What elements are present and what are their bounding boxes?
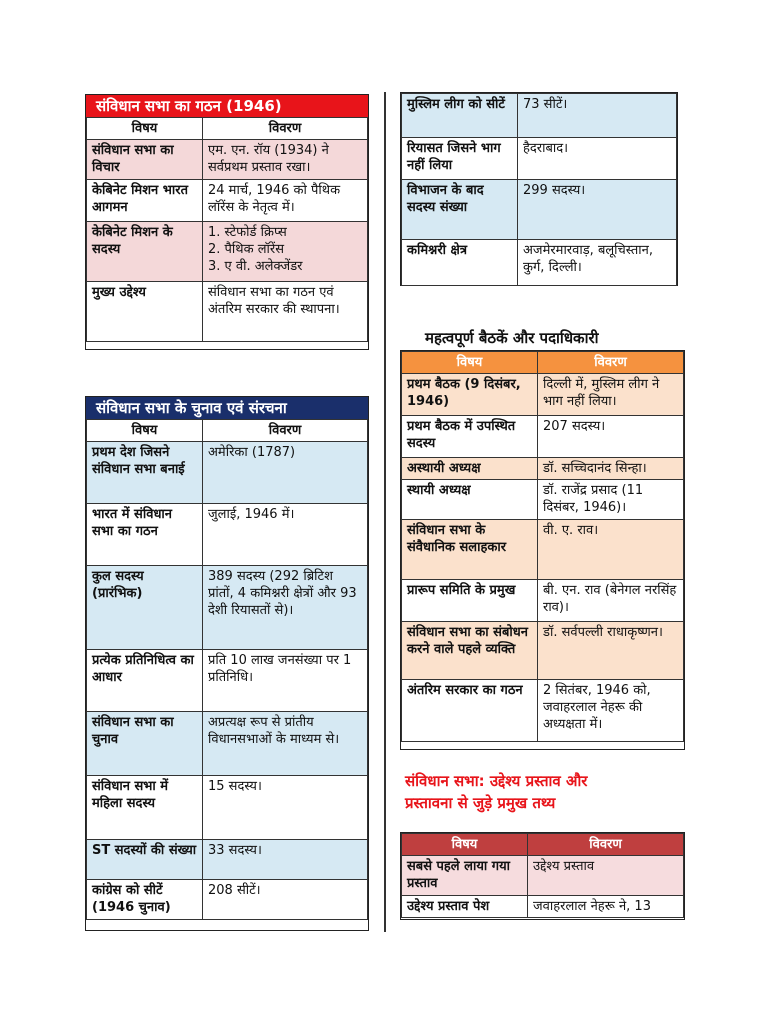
row-subject: संविधान सभा के संवैधानिक सलाहकार	[402, 520, 538, 580]
row-details: डॉ. सर्वपल्ली राधाकृष्णन।	[538, 622, 684, 680]
member-item: 2. पैथिक लॉरेंस	[208, 242, 284, 257]
row-details: जुलाई, 1946 में।	[203, 504, 368, 566]
member-item: 3. ए वी. अलेक्जेंडर	[208, 259, 303, 274]
table-row	[87, 442, 368, 504]
column-header-details: विवरण	[528, 834, 684, 856]
row-details: 15 सदस्य।	[203, 776, 368, 840]
row-details: दिल्ली में, मुस्लिम लीग ने भाग नहीं लिया।	[538, 374, 684, 416]
table-row	[87, 712, 368, 776]
row-subject: प्रारूप समिति के प्रमुख	[402, 580, 538, 622]
row-subject: उद्देश्य प्रस्ताव पेश	[402, 896, 528, 918]
row-details: 299 सदस्य।	[518, 180, 677, 240]
row-details: जवाहरलाल नेहरू ने, 13	[528, 896, 684, 918]
table-row	[87, 840, 368, 880]
table-row	[402, 580, 684, 622]
row-details: प्रति 10 लाख जनसंख्या पर 1 प्रतिनिधि।	[203, 650, 368, 712]
table-header-row	[402, 834, 684, 856]
table-row	[402, 94, 677, 138]
row-details: 207 सदस्य।	[538, 416, 684, 458]
member-item: 1. स्टेफोर्ड क्रिप्स	[208, 225, 287, 240]
table-header-row	[402, 352, 684, 374]
column-header-details: विवरण	[203, 118, 368, 140]
table-row	[402, 374, 684, 416]
table-header-row	[87, 420, 368, 442]
table-row	[402, 856, 684, 896]
constituent-assembly-formation-table	[85, 94, 369, 350]
row-subject: संविधान सभा का संबोधन करने वाले पहले व्यक्ति	[402, 622, 538, 680]
row-details: 24 मार्च, 1946 को पैथिक लॉरेंस के नेतृत्व में।	[203, 180, 368, 222]
table-row	[402, 138, 677, 180]
heading-line: प्रस्तावना से जुड़े प्रमुख तथ्य	[405, 794, 556, 812]
row-subject: विभाजन के बाद सदस्य संख्या	[402, 180, 518, 240]
row-subject: अस्थायी अध्यक्ष	[402, 458, 538, 480]
row-details: उद्देश्य प्रस्ताव	[528, 856, 684, 896]
column-header-subject: विषय	[87, 118, 203, 140]
column-header-subject: विषय	[402, 352, 538, 374]
meetings-officials-heading: महत्वपूर्ण बैठकें और पदाधिकारी	[425, 329, 599, 347]
seats-continuation-table	[400, 92, 678, 286]
row-details: बी. एन. राव (बेनेगल नरसिंह राव)।	[538, 580, 684, 622]
table-row	[402, 180, 677, 240]
row-subject: अंतरिम सरकार का गठन	[402, 680, 538, 742]
column-header-subject: विषय	[402, 834, 528, 856]
row-subject: कांग्रेस को सीटें (1946 चुनाव)	[87, 880, 203, 920]
table-row	[87, 504, 368, 566]
row-details: संविधान सभा का गठन एवं अंतरिम सरकार की स्थापना।	[203, 282, 368, 342]
table-row	[402, 480, 684, 520]
row-subject: संविधान सभा का विचार	[87, 140, 203, 180]
row-subject: कुल सदस्य (प्रारंभिक)	[87, 566, 203, 650]
row-details: हैदराबाद।	[518, 138, 677, 180]
row-details: डॉ. सच्चिदानंद सिन्हा।	[538, 458, 684, 480]
row-subject: रियासत जिसने भाग नहीं लिया	[402, 138, 518, 180]
row-subject: संविधान सभा का चुनाव	[87, 712, 203, 776]
row-subject: ST सदस्यों की संख्या	[87, 840, 203, 880]
table-row	[87, 880, 368, 920]
row-details: 208 सीटें।	[203, 880, 368, 920]
row-subject: सबसे पहले लाया गया प्रस्ताव	[402, 856, 528, 896]
table-row	[87, 222, 368, 282]
row-subject: प्रथम बैठक (9 दिसंबर, 1946)	[402, 374, 538, 416]
table-row	[87, 180, 368, 222]
table-row	[87, 282, 368, 342]
row-details: डॉ. राजेंद्र प्रसाद (11 दिसंबर, 1946)।	[538, 480, 684, 520]
row-subject: प्रथम बैठक में उपस्थित सदस्य	[402, 416, 538, 458]
table-header-row	[87, 118, 368, 140]
row-subject: केबिनेट मिशन के सदस्य	[87, 222, 203, 282]
section-title: संविधान सभा का गठन (1946)	[86, 95, 368, 117]
table-row	[87, 650, 368, 712]
objectives-resolution-table	[400, 832, 685, 920]
table-row	[402, 680, 684, 742]
column-header-details: विवरण	[538, 352, 684, 374]
row-details	[203, 222, 368, 282]
row-details: अप्रत्यक्ष रूप से प्रांतीय विधानसभाओं के माध्यम से।	[203, 712, 368, 776]
table-row	[87, 776, 368, 840]
heading-line: संविधान सभा: उद्देश्य प्रस्ताव और	[405, 772, 588, 790]
row-details: वी. ए. राव।	[538, 520, 684, 580]
row-subject: मुख्य उद्देश्य	[87, 282, 203, 342]
row-subject: भारत में संविधान सभा का गठन	[87, 504, 203, 566]
row-subject: केबिनेट मिशन भारत आगमन	[87, 180, 203, 222]
table-row	[402, 458, 684, 480]
row-details: 389 सदस्य (292 ब्रिटिश प्रांतों, 4 कमिश्नरी क्षेत्रों और 93 देशी रियासतों से)।	[203, 566, 368, 650]
row-subject: कमिश्नरी क्षेत्र	[402, 240, 518, 286]
row-details: अजमेरमारवाड़, बलूचिस्तान, कुर्ग, दिल्ली।	[518, 240, 677, 286]
table-row	[402, 520, 684, 580]
column-header-details: विवरण	[203, 420, 368, 442]
meetings-officials-table	[400, 350, 685, 750]
table-row	[402, 896, 684, 918]
row-details: एम. एन. रॉय (1934) ने सर्वप्रथम प्रस्ताव रखा।	[203, 140, 368, 180]
table-row	[87, 566, 368, 650]
table-row	[402, 622, 684, 680]
row-subject: प्रत्येक प्रतिनिधित्व का आधार	[87, 650, 203, 712]
row-subject: स्थायी अध्यक्ष	[402, 480, 538, 520]
section-title: संविधान सभा के चुनाव एवं संरचना	[86, 397, 368, 419]
row-subject: प्रथम देश जिसने संविधान सभा बनाई	[87, 442, 203, 504]
column-header-subject: विषय	[87, 420, 203, 442]
column-divider	[384, 92, 386, 932]
row-details: 33 सदस्य।	[203, 840, 368, 880]
row-details: अमेरिका (1787)	[203, 442, 368, 504]
election-and-structure-table	[85, 396, 369, 931]
row-subject: संविधान सभा में महिला सदस्य	[87, 776, 203, 840]
table-row	[402, 240, 677, 286]
table-row	[87, 140, 368, 180]
row-details: 2 सितंबर, 1946 को, जवाहरलाल नेहरू की अध्यक्षता में।	[538, 680, 684, 742]
table-row	[402, 416, 684, 458]
row-details: 73 सीटें।	[518, 94, 677, 138]
objectives-resolution-heading	[405, 770, 587, 814]
row-subject: मुस्लिम लीग को सीटें	[402, 94, 518, 138]
